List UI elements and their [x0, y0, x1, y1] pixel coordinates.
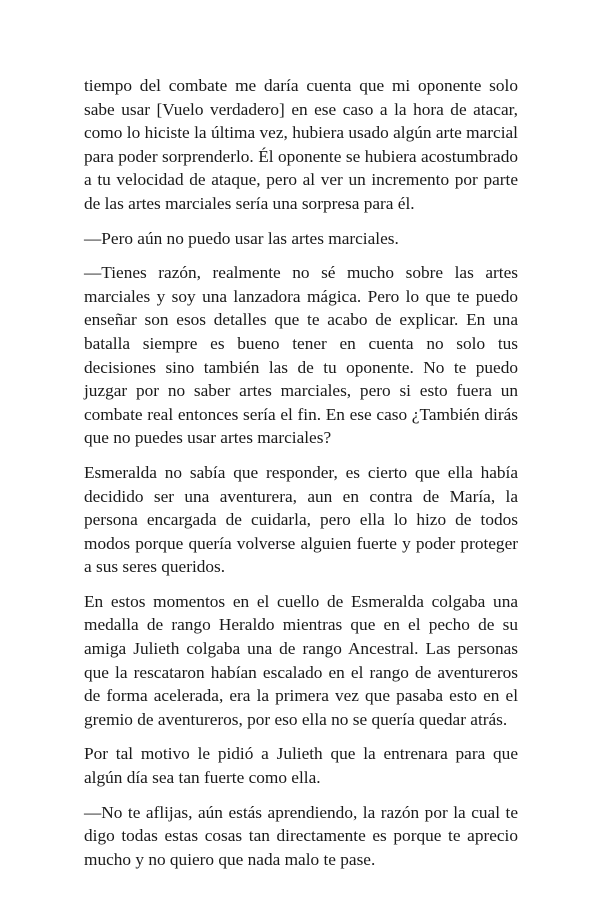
paragraph-combat-explanation: tiempo del combate me daría cuenta que mi oponente solo sabe usar [Vuelo verdadero] en ese caso a la hora de atacar, como lo hiciste la última vez, hubiera usado algún arte marcial para poder sorprenderlo. Él oponente se hubiera acostumbrado a tu velocidad de ataque, pero al ver un incremento por parte de las artes marciales sería una sorpresa para él. — [84, 76, 518, 213]
paragraph-esmeralda-reflection: Esmeralda no sabía que responder, es cierto que ella había decidido ser una aventurera, aun en contra de María, la persona encargada de cuidarla, pero ella lo hizo de todos modos porque quería volverse alguien fuerte y poder proteger a sus seres queridos. — [84, 462, 518, 577]
paragraph-dialogue-dont-worry: —No te aflijas, aún estás aprendiendo, la razón por la cual te digo todas estas cosas tan directamente es porque te aprecio mucho y no quiero que nada malo te pase. — [84, 802, 518, 869]
paragraph-training-request: Por tal motivo le pidió a Julieth que la entrenara para que algún día sea tan fuerte como ella. — [84, 744, 518, 788]
paragraph-medals-ranks: En estos momentos en el cuello de Esmeralda colgaba una medalla de rango Heraldo mientras que en el pecho de su amiga Julieth colgaba una de rango Ancestral. Las personas que la rescataron habían escalado en el rango de aventureros de forma acelerada, era la primera vez que pasaba esto en el gremio de aventureros, por eso ella no se quería quedar atrás. — [84, 591, 518, 729]
paragraph-dialogue-you-are-right: —Tienes razón, realmente no sé mucho sobre las artes marciales y soy una lanzadora mágica. Pero lo que te puedo enseñar son esos detalles que te acabo de explicar. En una batalla siempre es bueno tener en cuenta no solo tus decisiones sino también las de tu oponente. No te puedo juzgar por no saber artes marciales, pero si esto fuera un combate real entonces sería el fin. En ese caso ¿También dirás que no puedes usar artes marciales? — [84, 263, 518, 448]
paragraph-dialogue-cannot-use: —Pero aún no puedo usar las artes marciales. — [84, 228, 399, 248]
book-page-text — [84, 74, 518, 882]
